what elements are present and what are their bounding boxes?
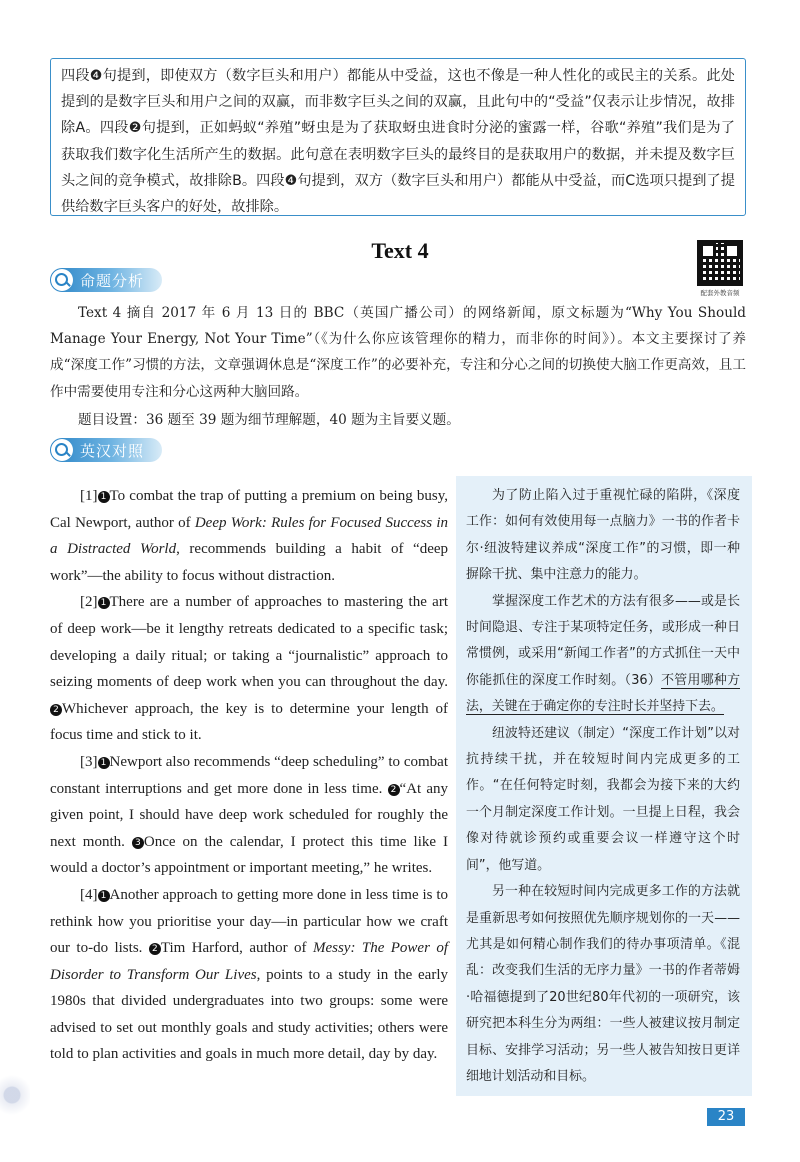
sentence-marker-icon: 3 xyxy=(132,837,144,849)
para-tag: [3] xyxy=(80,753,98,770)
underlined-answer-text: 不管用哪种方法，关键在于确定你的专注时长并坚持下去。 xyxy=(466,672,741,715)
sentence-marker-icon: 2 xyxy=(50,704,62,716)
sentence-marker-icon: 1 xyxy=(98,890,110,902)
chinese-paragraph-2 xyxy=(466,589,740,721)
english-column xyxy=(50,483,448,1068)
chinese-paragraph-3: 纽波特还建议（制定）“深度工作计划”以对抗持续干扰，并在较短时间内完成更多的工作。“在任何特定时刻，我都会为接下来的大约一个月制定深度工作计划。一旦提上日程，我会像对待就诊预约或重要会议一样遵守这个时间”，他写道。 xyxy=(466,725,740,873)
chinese-translation-column xyxy=(456,476,752,1096)
sentence-text: Whichever approach, the key is to determine your length of focus time and stick to it. xyxy=(50,700,448,744)
previous-explanation-box xyxy=(50,58,746,216)
library-stamp xyxy=(0,1072,30,1118)
sentence-text: “At any given point, I should have deep work scheduled for roughly the next month. xyxy=(50,780,448,850)
analysis-paragraph: Text 4 摘自 2017 年 6 月 13 日的 BBC（英国广播公司）的网络新闻，原文标题为“Why You Should Manage Your Energy, Not Your Time”（《为什么你应该管理你的精力，而非你的时间》）。本文主要探讨了养成“深度工作”习惯的方法，文章强调休息是“深度工作”的必要补充，专注和分心之间的切换使大脑工作更高效，且工作中需要使用专注和分心这两种大脑回路。 xyxy=(50,305,746,400)
sentence-text: Tim Harford, author of xyxy=(160,940,313,957)
magnifier-icon xyxy=(51,439,73,461)
page-title: Text 4 xyxy=(371,238,429,263)
section-tag-bilingual-label: 英汉对照 xyxy=(80,441,145,460)
analysis-section xyxy=(50,300,746,433)
sentence-marker-icon: 1 xyxy=(98,491,110,503)
previous-explanation-text: 四段❹句提到，即使双方（数字巨头和用户）都能从中受益，这也不像是一种人性化的或民主的关系。此处提到的是数字巨头和用户之间的双赢，而非数字巨头之间的双赢，且此句中的“受益”仅表示让步情况，故排除A。四段❷句提到，正如蚂蚁“养殖”蚜虫是为了获取蚜虫进食时分泌的蜜露一样，谷歌“养殖”我们是为了获取我们数字化生活所产生的数据。此句意在表明数字巨头的最终目的是获取用户的数据，并未提及数字巨头之间的竞争模式，故排除B。四段❹句提到，双方（数字巨头和用户）都能从中受益，而C选项只提到了提供给数字巨头客户的好处，故排除。 xyxy=(61,68,735,216)
para-tag: [4] xyxy=(80,886,98,903)
sentence-text: There are a number of approaches to mastering the art of deep work—be it lengthy retreats dedicated to a specific task; developing a daily ritual; or taking a “journalistic” approach to seizing moments of deep work when you can throughout the day. xyxy=(50,594,448,691)
sentence-text: To combat the trap of putting a premium on being busy, Cal Newport, author of xyxy=(50,488,448,531)
magnifier-icon xyxy=(51,269,73,291)
book-title: Deep Work: Rules for Focused Success in a Distracted World xyxy=(50,514,448,558)
chinese-paragraph-1: 为了防止陷入过于重视忙碌的陷阱，《深度工作：如何有效使用每一点脑力》一书的作者卡尔·纽波特建议养成“深度工作”的习惯，即一种摒除干扰、集中注意力的能力。 xyxy=(466,488,740,583)
book-title: Messy: The Power of Disorder to Transform Our Lives xyxy=(50,940,449,983)
sentence-marker-icon: 1 xyxy=(98,597,110,609)
section-tag-analysis xyxy=(50,268,162,292)
page-number: 23 xyxy=(707,1108,745,1126)
para-tag: [1] xyxy=(80,488,98,504)
section-tag-analysis-label: 命题分析 xyxy=(80,271,145,290)
sentence-text: Newport also recommends “deep scheduling” to combat constant interruptions and get more done in less time. xyxy=(50,753,448,797)
qr-caption: 配套外教音频 xyxy=(700,289,740,297)
english-paragraph-2 xyxy=(50,589,448,749)
sentence-text: , points to a study in the early 1980s that divided undergraduates into two groups: some were advised to set out monthly goals and study activities; others were told to plan activities and goals in much more detail, day by day. xyxy=(50,966,449,1063)
sentence-text: Once on the calendar, I protect this time like I would a doctor’s appointment or important meeting,” he writes. xyxy=(50,833,448,877)
section-tag-bilingual xyxy=(50,438,162,462)
question-number: （36） xyxy=(624,672,662,688)
sentence-marker-icon: 2 xyxy=(388,784,400,796)
translation-text: 掌握深度工作艺术的方法有很多——或是长时间隐退、专注于某项特定任务，或形成一种日常惯例，或采用“新闻工作者”的方式抓住一天中你能抓住的深度工作时刻。 xyxy=(466,593,740,688)
qr-code-icon xyxy=(697,240,743,286)
para-tag: [2] xyxy=(80,594,98,611)
question-setting: 题目设置：36 题至 39 题为细节理解题，40 题为主旨要义题。 xyxy=(78,411,460,428)
chinese-paragraph-4: 另一种在较短时间内完成更多工作的方法就是重新思考如何按照优先顺序规划你的一天——尤其是如何精心制作我们的待办事项清单。《混乱：改变我们生活的无序力量》一书的作者蒂姆·哈福德提到了20世纪80年代初的一项研究，该研究把本科生分为两组：一些人被建议按月制定目标、安排学习活动；另一些人被告知按日更详细地计划活动和目标。 xyxy=(466,884,740,1084)
english-paragraph-1 xyxy=(50,483,448,589)
english-paragraph-3 xyxy=(50,749,448,882)
english-paragraph-4 xyxy=(50,882,448,1068)
sentence-text: Another approach to getting more done in less time is to rethink how you prioritise your day—in particular how we craft our to-do lists. xyxy=(50,886,448,957)
sentence-marker-icon: 2 xyxy=(149,943,161,955)
sentence-text: , recommends building a habit of “deep work”—the ability to focus without distraction. xyxy=(50,541,449,584)
sentence-marker-icon: 1 xyxy=(98,757,110,769)
